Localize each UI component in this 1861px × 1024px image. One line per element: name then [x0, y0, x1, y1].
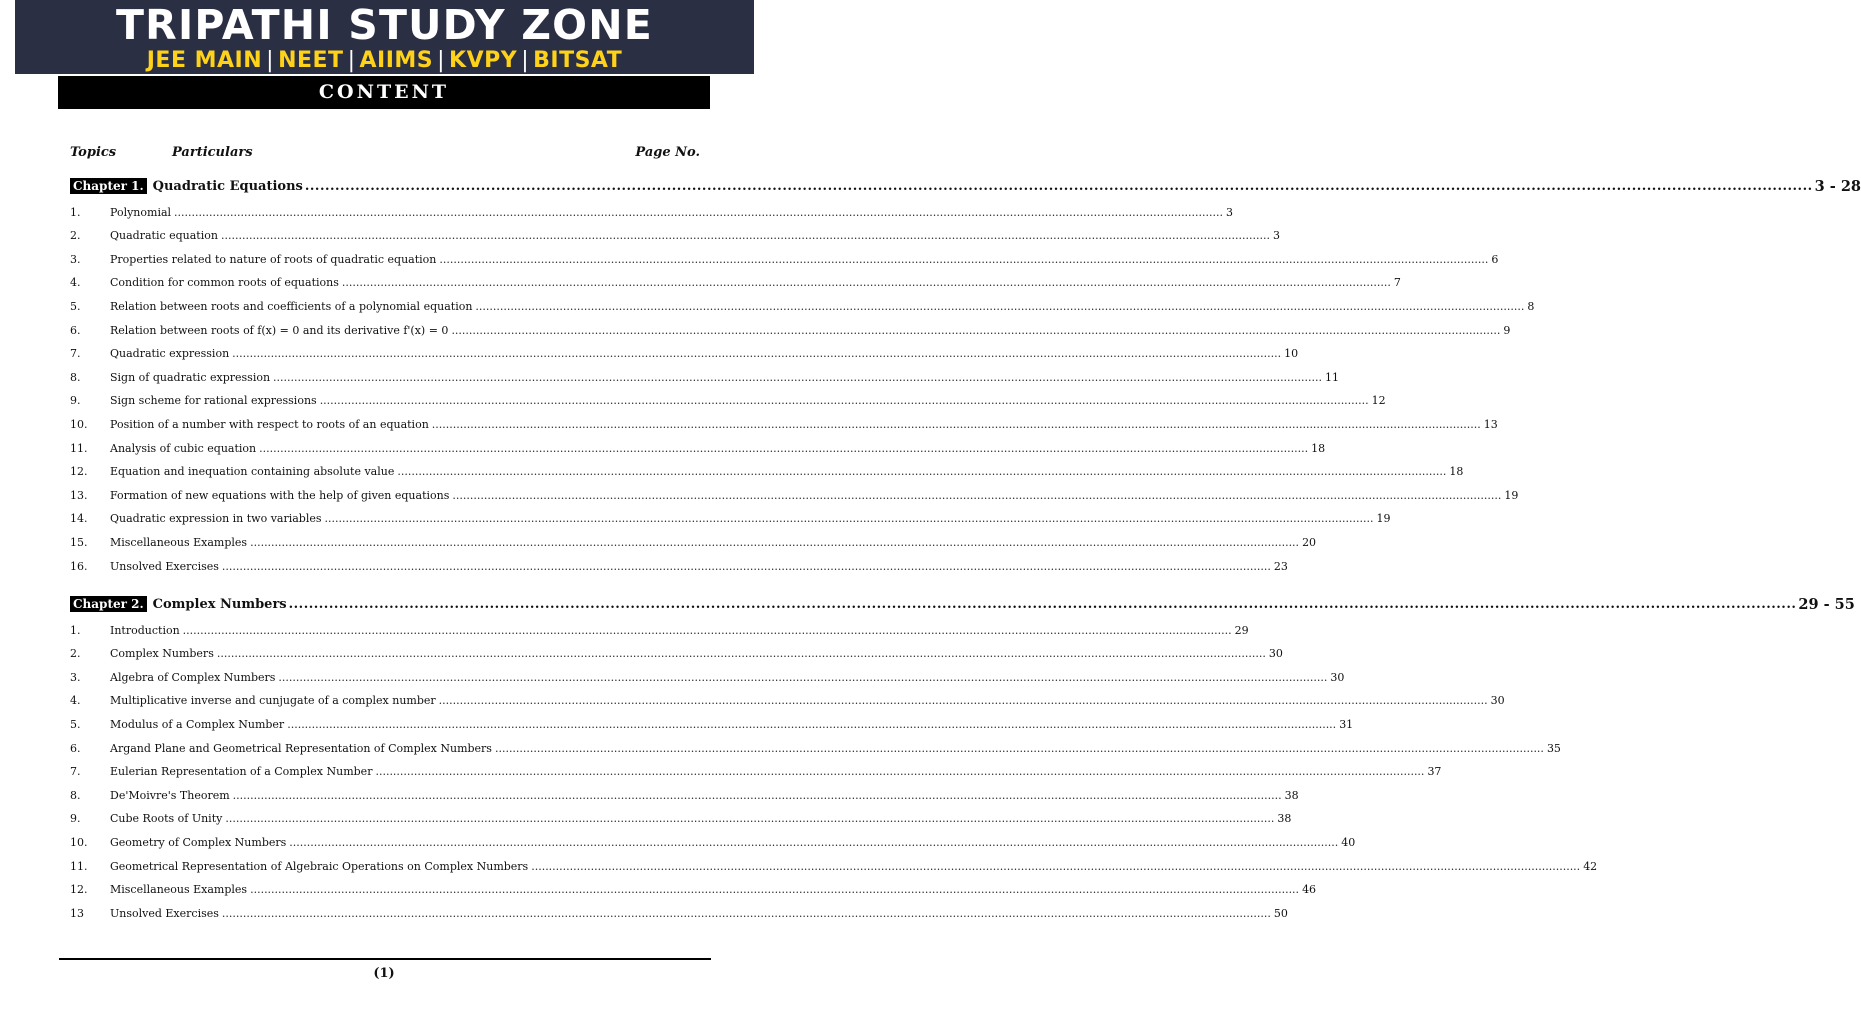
exam-item: NEET	[278, 48, 344, 73]
dot-leader: ............................................................................................................................................................................................................................................................................................................	[273, 370, 1323, 384]
entry-number: 4.	[70, 276, 81, 290]
dot-leader: ............................................................................................................................................................................................................................................................................................................	[452, 488, 1502, 502]
toc-entry	[70, 298, 1535, 314]
dot-leader: ............................................................................................................................................................................................................................................................................................................	[220, 229, 1270, 243]
page-no-header: Page No.	[635, 145, 700, 160]
entry-page: 30	[1490, 694, 1505, 708]
entry-number: 13	[70, 906, 84, 920]
exam-separator: |	[266, 48, 275, 73]
header-banner	[15, 0, 754, 74]
dot-leader: ............................................................................................................................................................................................................................................................................................................	[397, 465, 1447, 479]
dot-leader: ............................................................................................................................................................................................................................................................................................................	[431, 417, 1481, 431]
dot-leader: ............................................................................................................................................................................................................................................................................................................	[451, 323, 1501, 337]
entry-number: 9.	[70, 812, 81, 826]
entry-title: Polynomial	[110, 205, 172, 219]
dot-leader: ............................................................................................................................................................................................................................................................................................................	[319, 394, 1369, 408]
dot-leader: ............................................................................................................................................................................................................................................................................................................	[475, 299, 1525, 313]
footer-divider	[59, 958, 711, 960]
entry-title: Multiplicative inverse and cunjugate of a complex number	[110, 694, 436, 708]
entry-page: 37	[1427, 765, 1442, 779]
entry-page: 40	[1341, 835, 1356, 849]
entry-page: 31	[1339, 717, 1354, 731]
dot-leader: ............................................................................................................................................................................................................................................................................................................	[232, 788, 1282, 802]
toc-entry	[70, 811, 1292, 827]
entry-title: Quadratic expression	[110, 347, 230, 361]
entry-title: Formation of new equations with the help of given equations	[110, 488, 450, 502]
toc-entry	[70, 322, 1511, 338]
toc-entry	[70, 511, 1391, 527]
banner-title: TRIPATHI STUDY ZONE	[116, 1, 653, 49]
entry-page: 11	[1325, 370, 1340, 384]
entry-number: 11.	[70, 859, 88, 873]
entry-number: 6.	[70, 741, 81, 755]
toc-entry	[70, 834, 1356, 850]
entry-title: Equation and inequation containing absolute value	[110, 465, 395, 479]
exam-separator: |	[521, 48, 530, 73]
entry-title: Cube Roots of Unity	[110, 812, 223, 826]
toc-entry	[70, 764, 1442, 780]
entry-number: 5.	[70, 717, 81, 731]
toc-entry	[70, 228, 1280, 244]
entry-title: Quadratic equation	[110, 229, 218, 243]
entry-number: 16.	[70, 559, 88, 573]
dot-leader: ............................................................................................................................................................................................................................................................................................................	[439, 252, 1489, 266]
entry-page: 10	[1284, 347, 1299, 361]
dot-leader: ............................................................................................................................................................................................................................................................................................................	[174, 205, 1224, 219]
entry-page: 3	[1272, 229, 1280, 243]
toc-entry	[70, 204, 1234, 220]
dot-leader: ............................................................................................................................................................................................................................................................................................................	[341, 276, 1391, 290]
entry-page: 20	[1302, 535, 1317, 549]
chapter-page-range: 29 - 55	[1798, 595, 1855, 613]
entry-title: Eulerian Representation of a Complex Number	[110, 765, 373, 779]
content-title: CONTENT	[58, 76, 710, 109]
entry-page: 30	[1330, 670, 1345, 684]
dot-leader: ............................................................................................................................................................................................................................................................................................................	[250, 535, 1300, 549]
entry-number: 4.	[70, 694, 81, 708]
entry-page: 13	[1483, 417, 1498, 431]
entry-page: 38	[1284, 788, 1299, 802]
toc-entry	[70, 251, 1499, 267]
entry-title: Miscellaneous Examples	[110, 535, 248, 549]
entry-page: 18	[1311, 441, 1326, 455]
entry-title: Properties related to nature of roots of quadratic equation	[110, 252, 437, 266]
entry-number: 1.	[70, 623, 81, 637]
toc-entry	[70, 858, 1598, 874]
toc-entry	[70, 905, 1288, 921]
entry-number: 8.	[70, 788, 81, 802]
entry-page: 50	[1273, 906, 1288, 920]
entry-title: Unsolved Exercises	[110, 559, 219, 573]
entry-title: Position of a number with respect to roots of an equation	[110, 417, 429, 431]
chapter-page-range: 3 - 28	[1814, 177, 1861, 195]
toc-entry	[70, 716, 1354, 732]
exam-separator: |	[437, 48, 446, 73]
entry-page: 29	[1234, 623, 1249, 637]
entry-title: De'Moivre's Theorem	[110, 788, 230, 802]
entry-number: 2.	[70, 229, 81, 243]
dot-leader: ............................................................................................................................................................................................................................................................................................................	[494, 741, 1544, 755]
toc-entry	[70, 416, 1498, 432]
entry-page: 42	[1583, 859, 1598, 873]
entry-title: Relation between roots of f(x) = 0 and its derivative f'(x) = 0	[110, 323, 449, 337]
entry-page: 9	[1503, 323, 1511, 337]
toc-entry	[70, 534, 1317, 550]
entry-number: 10.	[70, 417, 88, 431]
exam-item: JEE MAIN	[146, 48, 263, 73]
dot-leader: ............................................................................................................................................................................................................................................................................................................	[216, 647, 1266, 661]
entry-number: 9.	[70, 394, 81, 408]
entry-number: 14.	[70, 512, 88, 526]
dot-leader: ............................................................................................................................................................................................................................................................................................................	[375, 765, 1425, 779]
entry-page: 18	[1449, 465, 1464, 479]
toc-entry	[70, 369, 1340, 385]
exam-item: KVPY	[449, 48, 518, 73]
entry-title: Algebra of Complex Numbers	[110, 670, 276, 684]
entry-page: 30	[1268, 647, 1283, 661]
entry-number: 8.	[70, 370, 81, 384]
toc-entry	[70, 740, 1561, 756]
toc-entry	[70, 464, 1464, 480]
particulars-header: Particulars	[172, 145, 253, 160]
entry-page: 19	[1376, 512, 1391, 526]
toc-entry	[70, 669, 1345, 685]
toc-entry	[70, 646, 1283, 662]
entry-number: 7.	[70, 347, 81, 361]
dot-leader: ............................................................................................................................................................................................................................................................................................................	[259, 441, 1309, 455]
dot-leader: ............................................................................................................................................................................................................................................................................................................	[250, 883, 1300, 897]
entry-title: Miscellaneous Examples	[110, 883, 248, 897]
entry-number: 5.	[70, 299, 81, 313]
dot-leader: ............................................................................................................................................................................................................................................................................................................	[221, 906, 1271, 920]
toc-entry	[70, 558, 1288, 574]
dot-leader: ............................................................................................................................................................................................................................................................................................................	[304, 178, 1813, 194]
entry-page: 6	[1491, 252, 1499, 266]
entry-title: Argand Plane and Geometrical Representation of Complex Numbers	[110, 741, 492, 755]
entry-title: Geometrical Representation of Algebraic Operations on Complex Numbers	[110, 859, 529, 873]
chapter-label: Chapter 1.	[70, 178, 147, 194]
dot-leader: ............................................................................................................................................................................................................................................................................................................	[278, 670, 1328, 684]
exam-list	[15, 48, 754, 74]
chapter-heading	[70, 595, 1855, 613]
entry-title: Introduction	[110, 623, 180, 637]
entry-title: Complex Numbers	[110, 647, 214, 661]
entry-page: 23	[1273, 559, 1288, 573]
toc-entry	[70, 275, 1401, 291]
toc-entry	[70, 622, 1249, 638]
toc-entry	[70, 487, 1519, 503]
toc-entry	[70, 787, 1299, 803]
entry-page: 7	[1393, 276, 1401, 290]
entry-number: 3.	[70, 670, 81, 684]
toc-entry	[70, 393, 1386, 409]
dot-leader: ............................................................................................................................................................................................................................................................................................................	[288, 596, 1797, 612]
entry-number: 12.	[70, 465, 88, 479]
entry-title: Sign scheme for rational expressions	[110, 394, 317, 408]
entry-number: 1.	[70, 205, 81, 219]
dot-leader: ............................................................................................................................................................................................................................................................................................................	[289, 835, 1339, 849]
entry-number: 2.	[70, 647, 81, 661]
dot-leader: ............................................................................................................................................................................................................................................................................................................	[438, 694, 1488, 708]
toc-entry	[70, 882, 1317, 898]
entry-number: 3.	[70, 252, 81, 266]
entry-number: 10.	[70, 835, 88, 849]
entry-number: 13.	[70, 488, 88, 502]
page-number: (1)	[373, 966, 395, 981]
topics-header: Topics	[70, 145, 117, 160]
chapter-heading	[70, 177, 1861, 195]
entry-title: Analysis of cubic equation	[110, 441, 257, 455]
entry-title: Condition for common roots of equations	[110, 276, 339, 290]
entry-page: 3	[1226, 205, 1234, 219]
entry-title: Relation between roots and coefficients of a polynomial equation	[110, 299, 473, 313]
entry-title: Unsolved Exercises	[110, 906, 219, 920]
entry-page: 12	[1371, 394, 1386, 408]
dot-leader: ............................................................................................................................................................................................................................................................................................................	[287, 717, 1337, 731]
entry-number: 12.	[70, 883, 88, 897]
entry-number: 15.	[70, 535, 88, 549]
entry-page: 8	[1527, 299, 1535, 313]
entry-number: 11.	[70, 441, 88, 455]
dot-leader: ............................................................................................................................................................................................................................................................................................................	[221, 559, 1271, 573]
entry-title: Sign of quadratic expression	[110, 370, 271, 384]
dot-leader: ............................................................................................................................................................................................................................................................................................................	[232, 347, 1282, 361]
dot-leader: ............................................................................................................................................................................................................................................................................................................	[225, 812, 1275, 826]
exam-item: AIIMS	[359, 48, 434, 73]
exam-item: BITSAT	[533, 48, 623, 73]
entry-number: 7.	[70, 765, 81, 779]
toc-entry	[70, 346, 1299, 362]
entry-title: Quadratic expression in two variables	[110, 512, 322, 526]
entry-title: Geometry of Complex Numbers	[110, 835, 287, 849]
entry-page: 46	[1302, 883, 1317, 897]
entry-page: 35	[1546, 741, 1561, 755]
exam-separator: |	[347, 48, 356, 73]
entry-page: 19	[1504, 488, 1519, 502]
chapter-title: Complex Numbers	[152, 596, 287, 612]
dot-leader: ............................................................................................................................................................................................................................................................................................................	[531, 859, 1581, 873]
toc-entry	[70, 693, 1505, 709]
chapter-label: Chapter 2.	[70, 596, 147, 612]
dot-leader: ............................................................................................................................................................................................................................................................................................................	[182, 623, 1232, 637]
toc-entry	[70, 440, 1326, 456]
entry-title: Modulus of a Complex Number	[110, 717, 285, 731]
entry-number: 6.	[70, 323, 81, 337]
entry-page: 38	[1277, 812, 1292, 826]
dot-leader: ............................................................................................................................................................................................................................................................................................................	[324, 512, 1374, 526]
chapter-title: Quadratic Equations	[152, 178, 303, 194]
